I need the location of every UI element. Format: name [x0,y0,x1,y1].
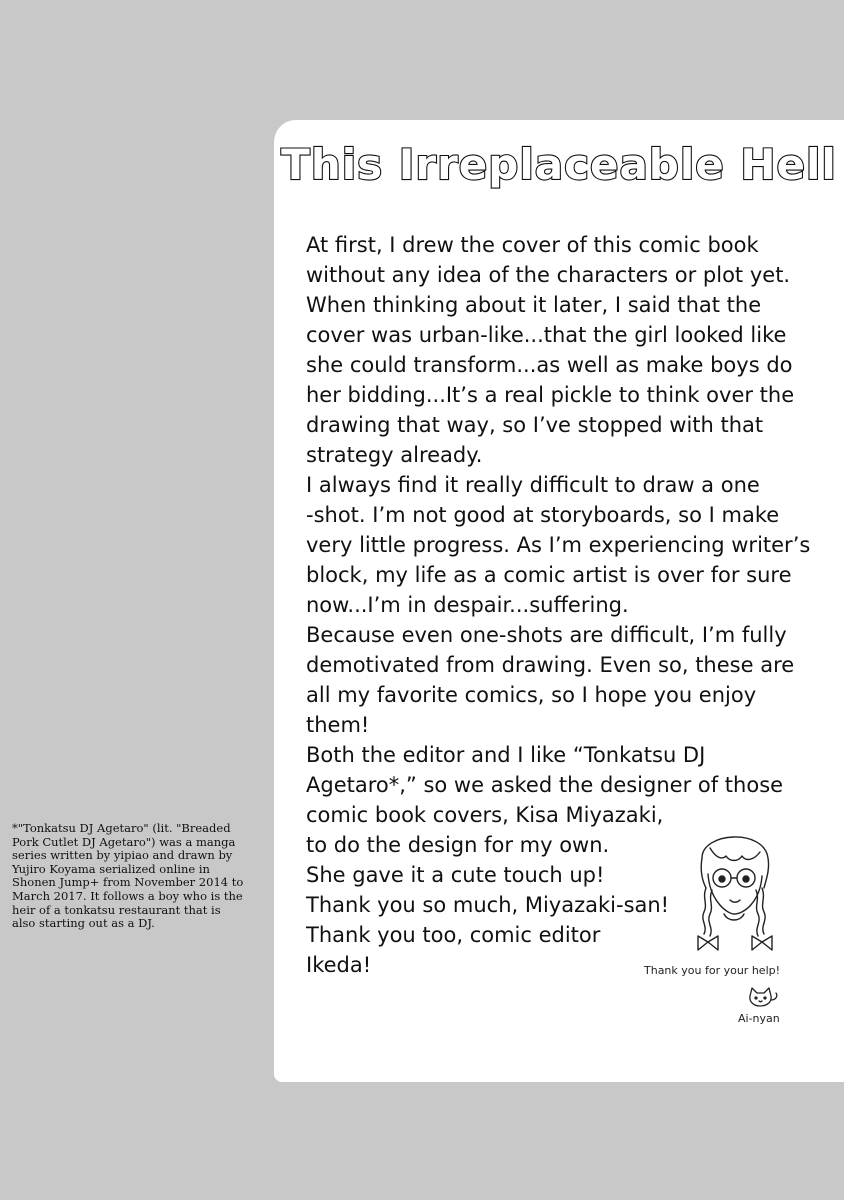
text-line: her bidding...It’s a real pickle to think over the [306,383,795,407]
thanks-caption: Thank you for your help! [644,964,781,977]
footnote-line: Shonen Jump+ from November 2014 to [12,875,244,890]
text-line: comic book covers, Kisa Miyazaki, [306,803,664,827]
text-line: without any idea of the characters or plot yet. [306,263,791,287]
text-line: Both the editor and I like “Tonkatsu DJ [306,743,706,767]
text-line: she could transform...as well as make boys do [306,353,793,377]
footnote-line: series written by yipiao and drawn by [12,848,233,863]
text-line: to do the design for my own. [306,833,610,857]
text-line: demotivated from drawing. Even so, these are [306,653,795,677]
signature-text: Ai-nyan [738,1012,780,1025]
text-line: strategy already. [306,443,483,467]
text-line: When thinking about it later, I said that the [306,293,762,317]
footnote-line: also starting out as a DJ. [12,916,155,931]
text-line: all my favorite comics, so I hope you enjoy [306,683,757,707]
text-line: cover was urban-like...that the girl looked like [306,323,787,347]
text-line: Thank you too, comic editor [306,923,601,947]
footnote-line: *"Tonkatsu DJ Agetaro" (lit. "Breaded [12,821,231,835]
text-line: She gave it a cute touch up! [306,863,605,887]
text-line: -shot. I’m not good at storyboards, so I make [306,503,780,527]
text-line: Thank you so much, Miyazaki-san! [306,893,670,917]
text-line: very little progress. As I’m experiencing writer’s [306,533,811,557]
text-line: I always find it really difficult to draw a one [306,473,760,497]
girl-sketch-illustration [672,818,794,960]
text-line: drawing that way, so I’ve stopped with that [306,413,764,437]
footnote-line: Pork Cutlet DJ Agetaro") was a manga [12,834,236,849]
text-line: Ikeda! [306,953,372,977]
page-title: This Irreplaceable Hell [281,140,837,189]
footnote-line: Yujiro Koyama serialized online in [12,861,210,876]
text-line: Agetaro*,” so we asked the designer of those [306,773,784,797]
text-line: them! [306,713,370,737]
text-line: At first, I drew the cover of this comic book [306,233,759,257]
footnote [12,822,268,931]
text-line: now...I’m in despair...suffering. [306,593,629,617]
footnote-line: heir of a tonkatsu restaurant that is [12,902,221,917]
footnote-line: March 2017. It follows a boy who is the [12,888,243,903]
text-line: block, my life as a comic artist is over for sure [306,563,792,587]
cat-icon [742,984,782,1010]
text-line: Because even one-shots are difficult, I’m fully [306,623,787,647]
